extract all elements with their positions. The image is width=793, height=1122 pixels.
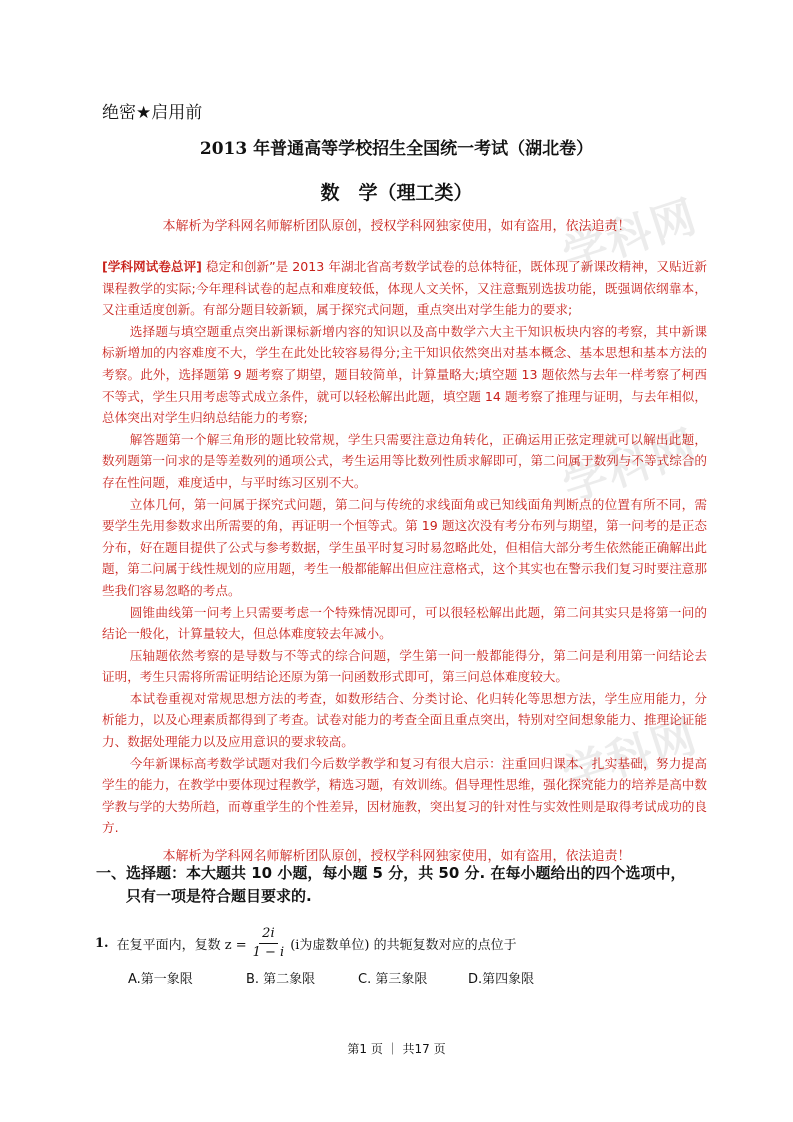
- summary-paragraph: 解答题第一个解三角形的题比较常规，学生只需要注意边角转化，正确运用正弦定理就可以解出此题，数列题第一问求的是等差数列的通项公式，考生运用等比数列性质求解即可，第二问属于数列与不等式综合的存在性问题，难度适中，与平时练习区别不大。: [102, 431, 707, 490]
- summary-paragraph: 圆锥曲线第一问考上只需要考虑一个特殊情况即可，可以很轻松解出此题，第二问其实只是将第一问的结论一般化，计算量较大，但总体难度较去年减小。: [102, 604, 707, 642]
- watermark: 学科网: [556, 190, 704, 282]
- subject-title: 数 学（理工类）: [320, 182, 473, 204]
- exam-summary: [102, 256, 707, 839]
- question-stem-after: (i为虚数单位) 的共轭复数对应的点位于: [290, 938, 517, 953]
- option-b: B. 第二象限: [246, 972, 316, 987]
- page-footer: 第1 页 ｜ 共17 页: [347, 1042, 446, 1056]
- fraction-denominator: 1 − i: [252, 945, 285, 960]
- watermark: 学科网: [556, 710, 704, 802]
- summary-paragraph: 压轴题依然考察的是导数与不等式的综合问题，学生第一问一般都能得分，第二问是利用第一问结论去证明，考生只需将所需证明结论还原为第一问函数形式即可，第三问总体难度较大。: [102, 647, 707, 685]
- fraction: [250, 925, 288, 962]
- secret-label: 绝密★启用前: [102, 103, 203, 123]
- option-a: A.第一象限: [128, 972, 193, 987]
- option-c: C. 第三象限: [358, 972, 428, 987]
- exam-title: 2013 年普通高等学校招生全国统一考试（湖北卷）: [199, 139, 594, 159]
- question-stem-before: 在复平面内，复数 z =: [116, 938, 247, 953]
- watermark: 学科网: [556, 420, 704, 512]
- summary-paragraph: 本试卷重视对常规思想方法的考查，如数形结合、分类讨论、化归转化等思想方法，学生应用能力，分析能力，以及心理素质都得到了考查。试卷对能力的考查全面且重点突出，特别对空间想象能力、推理论证能力、数据处理能力以及应用意识的要求较高。: [102, 690, 707, 750]
- option-d: D.第四象限: [468, 972, 535, 987]
- question-number: 1.: [95, 936, 109, 951]
- fraction-numerator: 2i: [259, 925, 277, 944]
- section-heading-line1: 一、选择题：本大题共 10 小题，每小题 5 分，共 50 分. 在每小题给出的四个选项中，: [96, 864, 686, 882]
- copyright-notice-bottom: 本解析为学科网名师解析团队原创，授权学科网独家使用，如有盗用，依法追责！: [162, 849, 631, 864]
- question-1: [95, 925, 517, 962]
- copyright-notice-top: 本解析为学科网名师解析团队原创，授权学科网独家使用，如有盗用，依法追责！: [162, 219, 631, 234]
- summary-paragraph: [102, 256, 707, 321]
- summary-text: 稳定和创新”是 2013 年湖北省高考数学试卷的总体特征，既体现了新课改精神，又贴近新课程教学的实际;今年理科试卷的起点和难度较低，体现人文关怀，又注意甄别选拔功能，既强调依纲靠本，又注重适度创新。有部分题目较新颖，属于探究式问题，重点突出对学生能力的要求;: [102, 259, 707, 318]
- summary-tag: [学科网试卷总评]: [102, 259, 202, 274]
- summary-paragraph: 选择题与填空题重点突出新课标新增内容的知识以及高中数学六大主干知识板块内容的考察，其中新课标新增加的内容难度不大，学生在此处比较容易得分;主干知识依然突出对基本概念、基本思想和基本方法的考察。此外，选择题第 9 题考察了期望，题目较简单，计算量略大;填空题 13 题依然与去年一样考察了柯西不等式，学生只用考虑等式成立条件，就可以轻松解出此题，填空题 14 题考察了推理与证明，与去年相似，总体突出对学生归纳总结能力的考察;: [102, 323, 707, 426]
- summary-paragraph: 今年新课标高考数学试题对我们今后数学教学和复习有很大启示：注重回归课本、扎实基础，努力提高学生的能力，在教学中要体现过程教学，精选习题，有效训练。倡导理性思维，强化探究能力的培养是高中数学教与学的大势所趋，而尊重学生的个性差异，因材施教，突出复习的针对性与实效性则是取得考试成功的良方.: [102, 755, 707, 836]
- question-1-options: [128, 968, 534, 987]
- section-heading: [96, 862, 706, 908]
- section-heading-line2: 只有一项是符合题目要求的.: [126, 887, 312, 905]
- summary-paragraph: 立体几何，第一问属于探究式问题，第二问与传统的求线面角或已知线面角判断点的位置有所不同，需要学生先用参数求出所需要的角，再证明一个恒等式。第 19 题这次没有考分布列与期望，第一问考的是正态分布，好在题目提供了公式与参考数据，学生虽平时复习时易忽略此处，但相信大部分考生依然能正确解出此题，第二问属于线性规划的应用题，考生一般都能解出但应注意格式，这个其实也在警示我们复习时要注意那些我们容易忽略的考点。: [102, 496, 707, 598]
